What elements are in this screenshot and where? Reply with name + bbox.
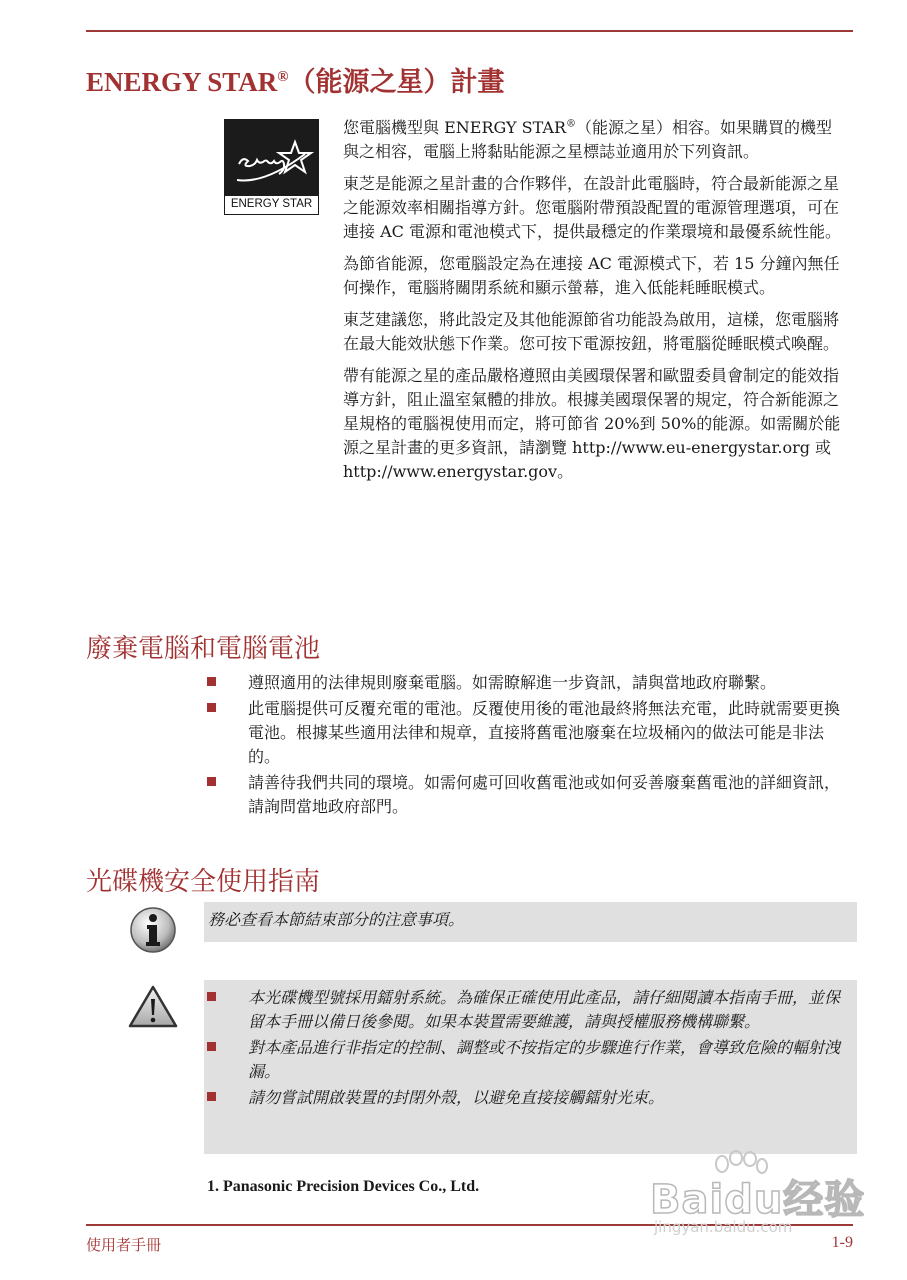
bullet-square-icon	[207, 677, 216, 686]
list-item: 此電腦提供可反覆充電的電池。反覆使用後的電池最終將無法充電，此時就需要更換電池。根據某些適用法律和規章，直接將舊電池廢棄在垃圾桶內的做法可能是非法的。	[206, 697, 851, 769]
list-item: 請勿嘗試開啟裝置的封閉外殼，以避免直接接觸鐳射光束。	[206, 1086, 851, 1110]
bullet-square-icon	[207, 703, 216, 712]
bullet-square-icon	[207, 992, 216, 1001]
section-title-optical-drive: 光碟機安全使用指南	[86, 867, 321, 897]
section-title-energy-star: ENERGY STAR®（能源之星）計畫	[86, 67, 505, 97]
note-text: 務必查看本節結束部分的注意事項。	[208, 910, 465, 929]
energy-star-logo	[224, 119, 319, 215]
energy-star-paragraph-3: 為節省能源，您電腦設定為在連接 AC 電源模式下，若 15 分鐘內無任何操作，電腦將關閉系統和顯示螢幕，進入低能耗睡眠模式。	[343, 254, 840, 297]
bullet-square-icon	[207, 777, 216, 786]
footnote: 1. Panasonic Precision Devices Co., Ltd.	[207, 1178, 480, 1195]
watermark-sub: jingyan.baidu.com	[654, 1218, 793, 1236]
energy-star-logo-label: ENERGY STAR	[225, 195, 318, 214]
list-item: 本光碟機型號採用鐳射系統。為確保正確使用此產品，請仔細閱讀本指南手冊，並保留本手冊以備日後參閱。如果本裝置需要維護，請與授權服務機構聯繫。	[206, 986, 851, 1034]
watermark-main: Baidu经验	[650, 1177, 866, 1223]
bullet-square-icon	[207, 1042, 216, 1051]
warning-list	[206, 986, 851, 1112]
bullet-square-icon	[207, 1092, 216, 1101]
energy-star-paragraph-5: 帶有能源之星的產品嚴格遵照由美國環保署和歐盟委員會制定的能效指導方針，阻止溫室氣體的排放。根據美國環保署的規定，符合新能源之星規格的電腦視使用而定，將可節省 20%到 50%的能源。如需關於能源之星計畫的更多資訊，請瀏覽 http://www.eu-energystar.org 或 http://www.energystar.gov。	[343, 366, 841, 481]
disposal-list	[206, 671, 851, 821]
energy-star-emblem-icon	[225, 120, 318, 195]
list-item: 請善待我們共同的環境。如需何處可回收舊電池或如何妥善廢棄舊電池的詳細資訊，請詢問當地政府部門。	[206, 771, 851, 819]
energy-star-paragraph-1: 您電腦機型與 ENERGY STAR®（能源之星）相容。如果購買的機型與之相容，電腦上將黏貼能源之星標誌並適用於下列資訊。	[343, 118, 833, 161]
top-rule	[86, 30, 853, 32]
footer-page-number: 1-9	[831, 1234, 853, 1251]
watermark	[640, 1150, 866, 1250]
info-icon	[129, 906, 177, 954]
energy-star-paragraph-2: 東芝是能源之星計畫的合作夥伴，在設計此電腦時，符合最新能源之星之能源效率相關指導方針。您電腦附帶預設配置的電源管理選項，可在連接 AC 電源和電池模式下，提供最穩定的作業環境和最優系統性能。	[343, 174, 841, 241]
energy-star-body	[343, 116, 848, 492]
warning-box	[204, 980, 857, 1154]
note-box	[204, 902, 857, 942]
list-item: 遵照適用的法律規則廢棄電腦。如需瞭解進一步資訊，請與當地政府聯繫。	[206, 671, 851, 695]
section-title-disposal: 廢棄電腦和電腦電池	[86, 634, 321, 664]
footer-manual-title: 使用者手冊	[86, 1236, 162, 1254]
warning-icon	[127, 984, 179, 1030]
list-item: 對本產品進行非指定的控制、調整或不按指定的步驟進行作業，會導致危險的輻射洩漏。	[206, 1036, 851, 1084]
energy-star-paragraph-4: 東芝建議您，將此設定及其他能源節省功能設為啟用，這樣，您電腦將在最大能效狀態下作業。您可按下電源按鈕，將電腦從睡眠模式喚醒。	[343, 310, 840, 353]
